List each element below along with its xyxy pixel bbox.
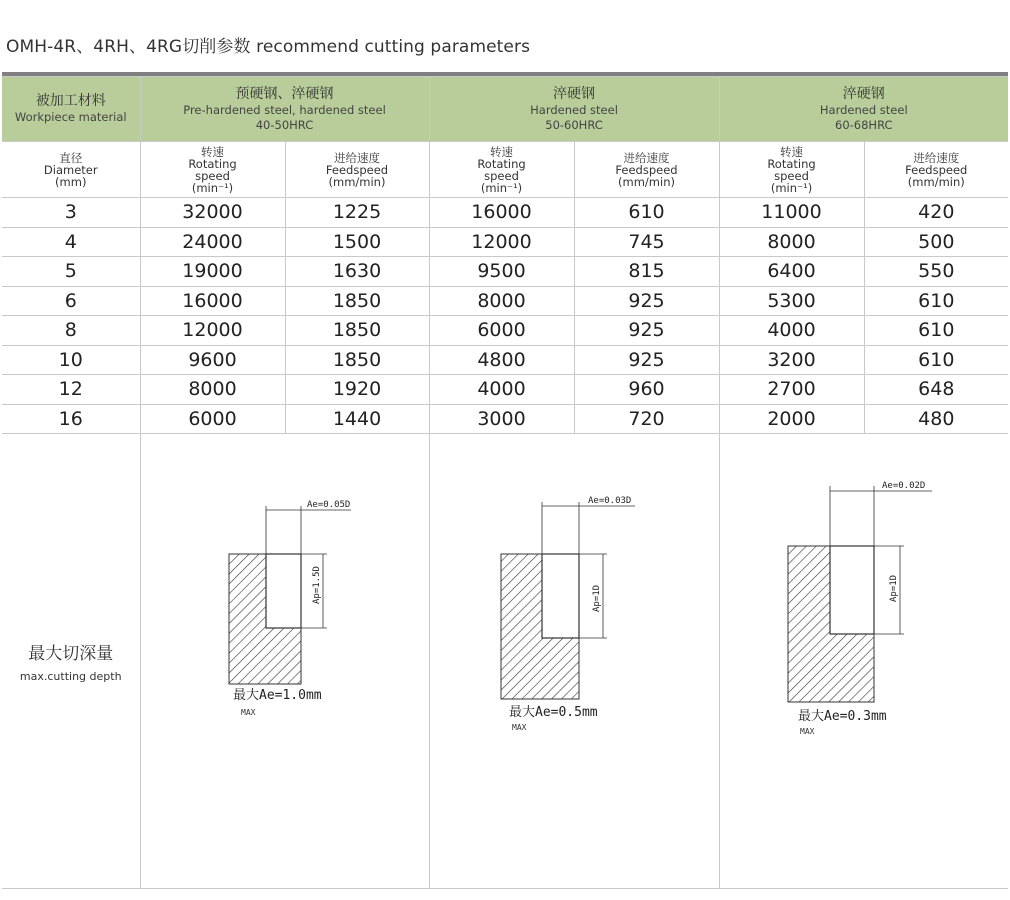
speed-header: 转速 Rotating speed (min⁻¹) xyxy=(719,142,864,198)
depth-diagram-cell xyxy=(719,434,1008,889)
depth-diagram-cell xyxy=(429,434,719,889)
table-row xyxy=(2,404,1008,434)
feed-cell: 1630 xyxy=(285,257,429,287)
max-ae-label: 最大Ae=0.3mm xyxy=(797,709,887,724)
speed-cell: 11000 xyxy=(719,198,864,228)
table-row xyxy=(2,227,1008,257)
speed-cell: 6000 xyxy=(140,404,285,434)
depth-row xyxy=(2,434,1008,889)
group-header: 预硬钢、淬硬钢 Pre-hardened steel, hardened steel 40-50HRC xyxy=(140,77,429,142)
feed-cell: 480 xyxy=(864,404,1008,434)
depth-label: 最大切深量 max.cutting depth xyxy=(2,434,140,889)
max-ae-label: 最大Ae=1.0mm xyxy=(232,688,322,703)
speed-cell: 24000 xyxy=(140,227,285,257)
diameter-cell: 5 xyxy=(2,257,140,287)
speed-cell: 3000 xyxy=(429,404,574,434)
speed-cell: 4000 xyxy=(429,375,574,405)
subheader-row xyxy=(2,142,1008,198)
workpiece-hatch xyxy=(501,554,579,699)
diameter-cell: 10 xyxy=(2,345,140,375)
depth-diagram-cell xyxy=(140,434,429,889)
feed-cell: 1850 xyxy=(285,286,429,316)
feed-cell: 960 xyxy=(574,375,719,405)
feed-cell: 815 xyxy=(574,257,719,287)
table-row xyxy=(2,316,1008,346)
speed-cell: 12000 xyxy=(429,227,574,257)
header-row xyxy=(2,77,1008,142)
speed-cell: 3200 xyxy=(719,345,864,375)
feed-header: 进给速度 Feedspeed (mm/min) xyxy=(285,142,429,198)
speed-cell: 2700 xyxy=(719,375,864,405)
feed-header: 进给速度 Feedspeed (mm/min) xyxy=(864,142,1008,198)
feed-cell: 500 xyxy=(864,227,1008,257)
speed-cell: 9500 xyxy=(429,257,574,287)
group-header: 淬硬钢 Hardened steel 60-68HRC xyxy=(719,77,1008,142)
speed-header: 转速 Rotating speed (min⁻¹) xyxy=(140,142,285,198)
feed-cell: 925 xyxy=(574,316,719,346)
feed-cell: 745 xyxy=(574,227,719,257)
workpiece-hatch xyxy=(229,554,301,684)
depth-diagram xyxy=(720,434,1009,884)
feed-cell: 720 xyxy=(574,404,719,434)
table-row xyxy=(2,198,1008,228)
max-sub-label: MAX xyxy=(799,727,814,736)
cutting-parameters-table xyxy=(2,76,1008,889)
depth-diagram xyxy=(430,434,720,884)
tool-outline xyxy=(830,546,874,634)
speed-cell: 16000 xyxy=(429,198,574,228)
feed-cell: 1440 xyxy=(285,404,429,434)
feed-cell: 610 xyxy=(574,198,719,228)
speed-cell: 2000 xyxy=(719,404,864,434)
diameter-cell: 4 xyxy=(2,227,140,257)
feed-cell: 1850 xyxy=(285,345,429,375)
speed-cell: 8000 xyxy=(719,227,864,257)
ae-label: Ae=0.02D xyxy=(881,481,925,491)
speed-cell: 6000 xyxy=(429,316,574,346)
feed-cell: 550 xyxy=(864,257,1008,287)
ae-label: Ae=0.03D xyxy=(587,496,631,506)
table-row xyxy=(2,345,1008,375)
speed-cell: 4000 xyxy=(719,316,864,346)
speed-cell: 6400 xyxy=(719,257,864,287)
table-row xyxy=(2,286,1008,316)
table-row xyxy=(2,375,1008,405)
max-ae-label: 最大Ae=0.5mm xyxy=(508,705,598,720)
diameter-header: 直径 Diameter (mm) xyxy=(2,142,140,198)
feed-cell: 1225 xyxy=(285,198,429,228)
speed-header: 转速 Rotating speed (min⁻¹) xyxy=(429,142,574,198)
speed-cell: 4800 xyxy=(429,345,574,375)
speed-cell: 16000 xyxy=(140,286,285,316)
tool-outline xyxy=(266,554,301,628)
speed-cell: 8000 xyxy=(429,286,574,316)
feed-cell: 648 xyxy=(864,375,1008,405)
feed-cell: 610 xyxy=(864,345,1008,375)
diameter-cell: 16 xyxy=(2,404,140,434)
feed-cell: 1500 xyxy=(285,227,429,257)
ap-label: Ap=1.5D xyxy=(311,566,322,604)
ap-label: Ap=1D xyxy=(888,574,899,602)
feed-cell: 1920 xyxy=(285,375,429,405)
feed-cell: 925 xyxy=(574,286,719,316)
speed-cell: 9600 xyxy=(140,345,285,375)
material-header: 被加工材料 Workpiece material xyxy=(2,77,140,142)
page-title: OMH-4R、4RH、4RG切削参数 recommend cutting parameters xyxy=(6,37,531,57)
diameter-cell: 3 xyxy=(2,198,140,228)
tool-outline xyxy=(542,554,579,638)
diameter-cell: 8 xyxy=(2,316,140,346)
speed-cell: 5300 xyxy=(719,286,864,316)
ap-label: Ap=1D xyxy=(591,584,602,612)
table-row xyxy=(2,257,1008,287)
feed-cell: 610 xyxy=(864,316,1008,346)
feed-cell: 420 xyxy=(864,198,1008,228)
max-sub-label: MAX xyxy=(240,708,255,717)
group-header: 淬硬钢 Hardened steel 50-60HRC xyxy=(429,77,719,142)
max-sub-label: MAX xyxy=(511,723,526,732)
speed-cell: 12000 xyxy=(140,316,285,346)
speed-cell: 19000 xyxy=(140,257,285,287)
workpiece-hatch xyxy=(788,546,874,702)
feed-cell: 610 xyxy=(864,286,1008,316)
diameter-cell: 6 xyxy=(2,286,140,316)
feed-cell: 925 xyxy=(574,345,719,375)
speed-cell: 32000 xyxy=(140,198,285,228)
feed-cell: 1850 xyxy=(285,316,429,346)
ae-label: Ae=0.05D xyxy=(306,500,350,510)
speed-cell: 8000 xyxy=(140,375,285,405)
depth-diagram xyxy=(141,434,430,884)
diameter-cell: 12 xyxy=(2,375,140,405)
feed-header: 进给速度 Feedspeed (mm/min) xyxy=(574,142,719,198)
